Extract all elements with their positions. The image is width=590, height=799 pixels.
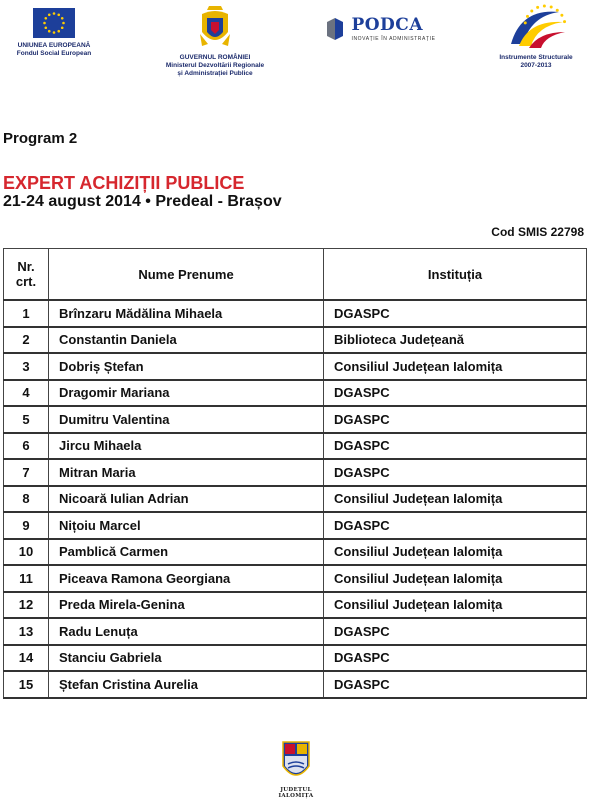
event-date-location: 21-24 august 2014 • Predeal - Brașov bbox=[3, 193, 282, 210]
row-name: Nițoiu Marcel bbox=[49, 512, 324, 539]
row-number: 15 bbox=[4, 671, 49, 698]
row-name: Dumitru Valentina bbox=[49, 406, 324, 433]
structural-instruments-logo bbox=[490, 0, 582, 70]
table-row bbox=[4, 327, 587, 354]
row-institution: DGASPC bbox=[324, 512, 587, 539]
row-institution: Consiliul Județean Ialomița bbox=[324, 486, 587, 513]
row-institution: Consiliul Județean Ialomița bbox=[324, 592, 587, 619]
row-number: 1 bbox=[4, 300, 49, 327]
table-row bbox=[4, 565, 587, 592]
table-header-row bbox=[4, 249, 587, 301]
table-row bbox=[4, 645, 587, 672]
row-name: Constantin Daniela bbox=[49, 327, 324, 354]
row-number: 2 bbox=[4, 327, 49, 354]
row-number: 8 bbox=[4, 486, 49, 513]
row-number: 9 bbox=[4, 512, 49, 539]
participants-table bbox=[3, 248, 587, 699]
gov-logo bbox=[140, 4, 290, 78]
row-name: Piceava Ramona Georgiana bbox=[49, 565, 324, 592]
header-nr-line1: Nr. bbox=[17, 259, 35, 274]
row-institution: Consiliul Județean Ialomița bbox=[324, 539, 587, 566]
row-institution: DGASPC bbox=[324, 406, 587, 433]
row-number: 7 bbox=[4, 459, 49, 486]
row-institution: DGASPC bbox=[324, 459, 587, 486]
table-row bbox=[4, 486, 587, 513]
row-number: 12 bbox=[4, 592, 49, 619]
podca-logo bbox=[325, 16, 445, 42]
row-number: 5 bbox=[4, 406, 49, 433]
row-number: 6 bbox=[4, 433, 49, 460]
header-nr-line2: crt. bbox=[15, 274, 37, 289]
table-row bbox=[4, 512, 587, 539]
podca-logo-icon bbox=[325, 18, 345, 40]
county-caption: JUDEȚUL IALOMIȚA bbox=[278, 787, 314, 799]
row-institution: Consiliul Județean Ialomița bbox=[324, 353, 587, 380]
table-row bbox=[4, 300, 587, 327]
eu-caption-line2: Fondul Social European bbox=[16, 50, 92, 57]
county-logo bbox=[270, 740, 322, 799]
row-name: Preda Mirela-Genina bbox=[49, 592, 324, 619]
row-number: 13 bbox=[4, 618, 49, 645]
row-name: Dragomir Mariana bbox=[49, 380, 324, 407]
row-name: Stanciu Gabriela bbox=[49, 645, 324, 672]
header-institution: Instituția bbox=[324, 249, 587, 301]
gov-caption-line1: GUVERNUL ROMÂNIEI bbox=[179, 54, 251, 61]
program-label: Program 2 bbox=[3, 130, 78, 147]
row-number: 10 bbox=[4, 539, 49, 566]
row-name: Jircu Mihaela bbox=[49, 433, 324, 460]
eu-flag-icon bbox=[33, 8, 75, 38]
row-institution: DGASPC bbox=[324, 671, 587, 698]
table-row bbox=[4, 406, 587, 433]
row-name: Ștefan Cristina Aurelia bbox=[49, 671, 324, 698]
row-number: 4 bbox=[4, 380, 49, 407]
structural-instruments-logo-icon bbox=[501, 0, 571, 52]
table-row bbox=[4, 380, 587, 407]
row-institution: DGASPC bbox=[324, 380, 587, 407]
row-name: Brînzaru Mădălina Mihaela bbox=[49, 300, 324, 327]
page-title: EXPERT ACHIZIȚII PUBLICE bbox=[3, 173, 245, 193]
row-number: 11 bbox=[4, 565, 49, 592]
logo-strip bbox=[0, 0, 590, 90]
table-row bbox=[4, 618, 587, 645]
header-name: Nume Prenume bbox=[49, 249, 324, 301]
row-name: Mitran Maria bbox=[49, 459, 324, 486]
project-code: Cod SMIS 22798 bbox=[491, 225, 584, 239]
header-nr bbox=[4, 249, 49, 301]
table-row bbox=[4, 592, 587, 619]
row-name: Radu Lenuța bbox=[49, 618, 324, 645]
podca-name: PODCA bbox=[351, 15, 424, 35]
row-institution: Consiliul Județean Ialomița bbox=[324, 565, 587, 592]
row-name: Pamblică Carmen bbox=[49, 539, 324, 566]
is-caption-line1: Instrumente Structurale bbox=[499, 54, 573, 61]
row-institution: DGASPC bbox=[324, 300, 587, 327]
romania-coat-of-arms-icon bbox=[198, 4, 232, 52]
table-row bbox=[4, 433, 587, 460]
table-row bbox=[4, 353, 587, 380]
row-institution: DGASPC bbox=[324, 433, 587, 460]
table-row bbox=[4, 459, 587, 486]
row-number: 14 bbox=[4, 645, 49, 672]
table-row bbox=[4, 671, 587, 698]
row-name: Dobriș Ștefan bbox=[49, 353, 324, 380]
table-row bbox=[4, 539, 587, 566]
row-number: 3 bbox=[4, 353, 49, 380]
ialomita-coat-of-arms-icon bbox=[277, 740, 315, 784]
row-name: Nicoară Iulian Adrian bbox=[49, 486, 324, 513]
gov-caption-line2: Ministerul Dezvoltării Regionale bbox=[165, 62, 265, 69]
eu-logo bbox=[8, 8, 100, 58]
row-institution: DGASPC bbox=[324, 645, 587, 672]
podca-tagline: INOVAȚIE ÎN ADMINISTRAȚIE bbox=[351, 36, 436, 42]
is-caption-line2: 2007-2013 bbox=[520, 62, 552, 69]
row-institution: Biblioteca Județeană bbox=[324, 327, 587, 354]
row-institution: DGASPC bbox=[324, 618, 587, 645]
gov-caption-line3: și Administrației Publice bbox=[177, 70, 253, 77]
eu-caption-line1: UNIUNEA EUROPEANĂ bbox=[17, 42, 91, 49]
